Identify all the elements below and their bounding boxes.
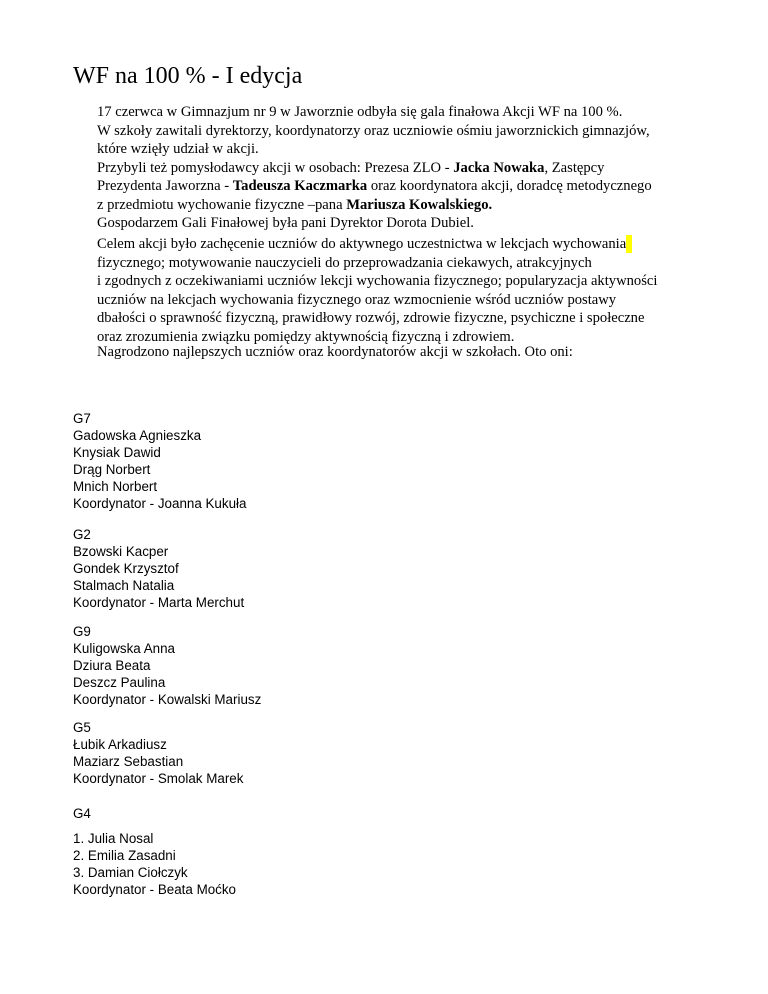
group-member: Maziarz Sebastian (73, 754, 184, 769)
school-group-g4 (73, 805, 91, 822)
school-group-g9 (73, 623, 261, 708)
group-name: G5 (73, 720, 91, 735)
intro-text: Przybyli też pomysłodawcy akcji w osobach: Prezesa ZLO - (97, 159, 454, 176)
group-member: Knysiak Dawid (73, 445, 161, 460)
group-member: Dziura Beata (73, 658, 151, 673)
group-member: 2. Emilia Zasadni (73, 848, 176, 863)
group-name: G2 (73, 527, 91, 542)
group-member: Mnich Norbert (73, 479, 158, 494)
group-coordinator: Koordynator - Joanna Kukuła (73, 496, 247, 511)
bold-name: Jacka Nowaka (453, 159, 545, 176)
awards-intro: Nagrodzono najlepszych uczniów oraz koordynatorów akcji w szkołach. Oto oni: (97, 344, 573, 360)
group-member: Stalmach Natalia (73, 578, 175, 593)
goals-line: i zgodnych z oczekiwaniami uczniów lekcji wychowania fizycznego; popularyzacja aktywności (97, 273, 658, 289)
intro-text: oraz koordynatora akcji, doradcę metodycznego (367, 178, 652, 194)
intro-line: 17 czerwca w Gimnazjum nr 9 w Jaworznie odbyła się gala finałowa Akcji WF na 100 %. (97, 104, 623, 120)
intro-line (97, 159, 717, 178)
text-highlight (626, 235, 632, 253)
group-coordinator: Koordynator - Beata Moćko (73, 882, 237, 897)
goals-text: Celem akcji było zachęcenie uczniów do aktywnego uczestnictwa w lekcjach wychowania (97, 236, 627, 252)
group-member: Bzowski Kacper (73, 544, 169, 559)
group-coordinator: Koordynator - Marta Merchut (73, 595, 245, 610)
group-member: 1. Julia Nosal (73, 831, 154, 846)
intro-paragraph (97, 103, 717, 233)
group-member: Kuligowska Anna (73, 641, 175, 656)
group-coordinator: Koordynator - Smolak Marek (73, 771, 244, 786)
bold-name: Tadeusza Kaczmarka (232, 178, 368, 194)
intro-text: , Zastępcy (544, 159, 605, 176)
school-group-g2 (73, 526, 244, 611)
group-member: 3. Damian Ciołczyk (73, 865, 188, 880)
goals-line (97, 235, 717, 254)
group-name: G4 (73, 806, 91, 821)
document-title: WF na 100 % - I edycja (73, 63, 303, 89)
bold-name: Mariusza Kowalskiego. (346, 196, 493, 213)
group-name: G9 (73, 624, 91, 639)
intro-line: które wzięły udział w akcji. (97, 141, 259, 157)
group-name: G7 (73, 411, 91, 426)
intro-text: z przedmiotu wychowanie fizyczne –pana (97, 196, 347, 213)
group-member: Gondek Krzysztof (73, 561, 179, 576)
goals-line: dbałości o sprawność fizyczną, prawidłowy rozwój, zdrowie fizyczne, psychiczne i społeczne (97, 310, 645, 326)
group-member: Gadowska Agnieszka (73, 428, 202, 443)
group-coordinator: Koordynator - Kowalski Mariusz (73, 692, 262, 707)
group-member: Drąg Norbert (73, 462, 151, 477)
intro-line: Gospodarzem Gali Finałowej była pani Dyrektor Dorota Dubiel. (97, 215, 474, 231)
goals-paragraph (97, 235, 717, 346)
goals-line: oraz zrozumienia związku pomiędzy aktywnością fizyczną i zdrowiem. (97, 328, 515, 345)
goals-line: uczniów na lekcjach wychowania fizycznego oraz wzmocnienie wśród uczniów postawy (97, 291, 617, 308)
goals-line: fizycznego; motywowanie nauczycieli do przeprowadzania ciekawych, atrakcyjnych (97, 254, 592, 271)
intro-text: Prezydenta Jaworzna - (97, 178, 233, 194)
group-member: Deszcz Paulina (73, 675, 166, 690)
school-group-g7 (73, 410, 246, 512)
school-group-g4-list (73, 830, 236, 898)
school-group-g5 (73, 719, 243, 787)
intro-line: W szkoły zawitali dyrektorzy, koordynatorzy oraz uczniowie ośmiu jaworznickich gimnazjów, (97, 122, 650, 139)
group-member: Łubik Arkadiusz (73, 737, 167, 752)
intro-line (97, 196, 717, 215)
intro-line (97, 177, 717, 196)
